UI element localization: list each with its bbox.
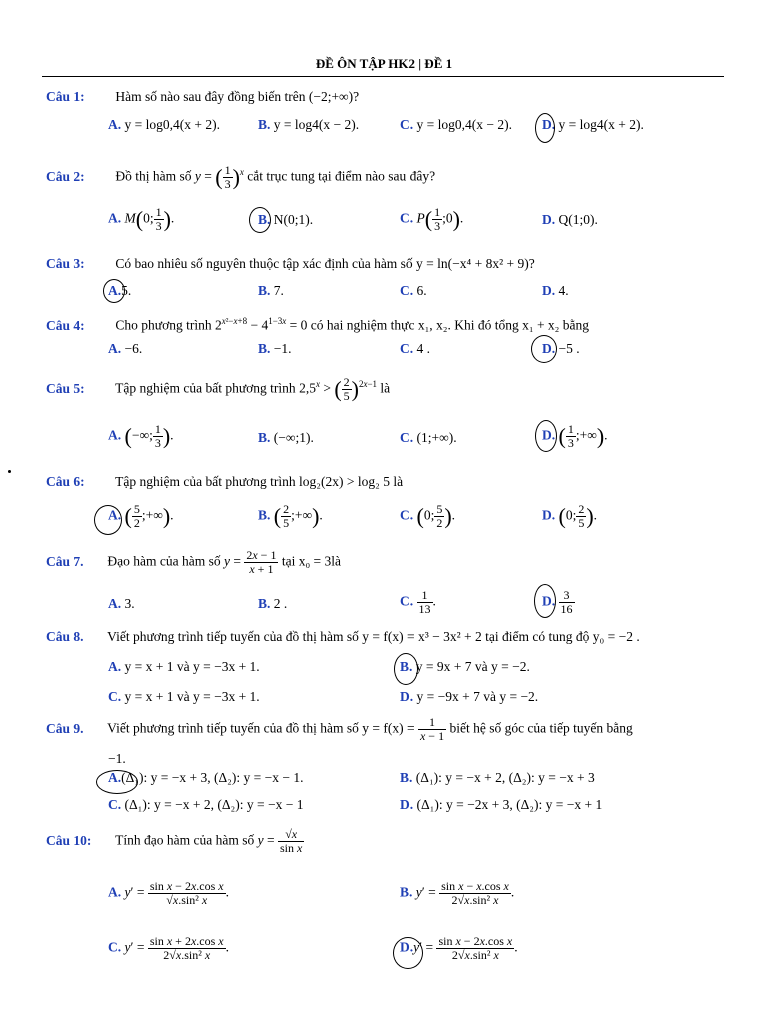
option-a: A. (−∞; $\frac{1}{3}$ ). bbox=[108, 422, 174, 450]
option-a: A. −6. bbox=[108, 341, 143, 356]
option-d: D. (Δ₁): y = −2x + 3, (Δ₂): y = −x + 1 bbox=[400, 797, 603, 812]
option-b: B. y = log4(x − 2). bbox=[258, 117, 360, 132]
option-b: B. −1. bbox=[258, 341, 292, 356]
question-9: Câu 9. Viết phương trình tiếp tuyến của đồ thị hàm số y = f(x) = $\frac{1}{x - 1}$ biết hệ số góc của tiếp tuyến bằng bbox=[46, 715, 633, 743]
option-a: A.(Δ₁): y = −x + 3, (Δ₂): y = −x − 1. bbox=[108, 770, 304, 785]
option-d: D. y = −9x + 7 và y = −2. bbox=[400, 689, 539, 704]
option-b: B. (Δ₁): y = −x + 2, (Δ₂): y = −x + 3 bbox=[400, 770, 595, 785]
option-a: A. 3. bbox=[108, 596, 135, 611]
option-a: A. y = log0,4(x + 2). bbox=[108, 117, 220, 132]
question-9-continuation: −1. bbox=[108, 751, 126, 766]
option-c: C. P( $\frac{1}{3}$ ;0). bbox=[400, 205, 464, 233]
question-7: Câu 7. Đạo hàm của hàm số y = $\frac{2x - 1}{x + 1}$ tại x₀ = 3là bbox=[46, 548, 342, 576]
option-c: C. 4 . bbox=[400, 341, 430, 356]
option-b: B. N(0;1). bbox=[258, 212, 314, 227]
question-5: Câu 5: Tập nghiệm của bất phương trình $2,5^x$ > ( $\frac{2}{5}$ )$^{2x-1}$ là bbox=[46, 375, 391, 403]
option-b: B. y = 9x + 7 và y = −2. bbox=[400, 659, 530, 674]
answer-circle bbox=[531, 335, 557, 363]
question-4: Câu 4: Cho phương trình $2^{x^2-x+8} - 4^{1-3x} = 0$ có hai nghiệm thực x₁, x₂. Khi đó tổng x₁ + x₂ bằng bbox=[46, 316, 590, 333]
option-d: D. y = log4(x + 2). bbox=[542, 117, 644, 132]
option-c: C. y = x + 1 và y = −3x + 1. bbox=[108, 689, 260, 704]
option-b: B. ( $\frac{2}{5}$ ;+∞). bbox=[258, 502, 323, 530]
question-3: Câu 3: Có bao nhiêu số nguyên thuộc tập xác định của hàm số y = ln(−x⁴ + 8x² + 9)? bbox=[46, 256, 535, 271]
option-d: D. 4. bbox=[542, 283, 569, 298]
answer-circle bbox=[534, 584, 556, 618]
answer-circle bbox=[535, 420, 557, 452]
option-d: D. (0; $\frac{2}{5}$ ). bbox=[542, 502, 598, 530]
option-d: D. $\frac{3}{16}$ bbox=[542, 588, 573, 616]
answer-circle bbox=[393, 937, 423, 969]
question-1 bbox=[46, 89, 359, 105]
answer-circle bbox=[94, 505, 122, 535]
question-text: Hàm số nào sau đây đồng biến trên (−2;+∞)? bbox=[115, 89, 360, 104]
page-title: ĐỀ ÔN TẬP HK2 | ĐỀ 1 bbox=[315, 56, 453, 71]
question-2: Câu 2: Đồ thị hàm số y = ( $\frac{1}{3}$ )$^x$ cắt trục tung tại điểm nào sau đây? bbox=[46, 163, 436, 191]
option-b: B. 7. bbox=[258, 283, 284, 298]
option-a: A. ( $\frac{5}{2}$ ;+∞). bbox=[108, 502, 174, 530]
answer-circle bbox=[249, 207, 271, 233]
option-c: C. y = log0,4(x − 2). bbox=[400, 117, 512, 132]
question-label: Câu 1: bbox=[46, 89, 85, 104]
option-c: C. (0; $\frac{5}{2}$ ). bbox=[400, 502, 456, 530]
option-a: A. M(0; $\frac{1}{3}$ ). bbox=[108, 205, 175, 233]
answer-circle bbox=[103, 279, 125, 303]
option-a: A.5. bbox=[108, 283, 132, 298]
option-d: D. −5 . bbox=[542, 341, 580, 356]
option-a: A. y = x + 1 và y = −3x + 1. bbox=[108, 659, 260, 674]
option-b: B. y′ = $\frac{\text{sin x − x.cos x}}{\text{2√x.sin² x}}$ . bbox=[400, 879, 515, 907]
answer-circle bbox=[535, 113, 555, 143]
option-c: C. y′ = $\frac{\text{sin x + 2x.cos x}}{\text{2√x.sin² x}}$ . bbox=[108, 934, 229, 962]
question-10: Câu 10: Tính đạo hàm của hàm số y = $\frac{√x}{\text{sin x}}$ bbox=[46, 827, 303, 855]
question-6: Câu 6: Tập nghiệm của bất phương trình log₂(2x) > log₂ 5 là bbox=[46, 474, 404, 489]
stray-dot bbox=[8, 470, 11, 473]
option-d: D. ( $\frac{1}{3}$ ;+∞). bbox=[542, 422, 608, 450]
option-d: D. Q(1;0). bbox=[542, 212, 598, 227]
option-c: C. $\frac{1}{13}$ . bbox=[400, 588, 436, 616]
option-c: C. (1;+∞). bbox=[400, 430, 457, 445]
question-8: Câu 8. Viết phương trình tiếp tuyến của đồ thị hàm số y = f(x) = x³ − 3x² + 2 tại điểm có tung độ y₀ = −2 . bbox=[46, 629, 640, 644]
option-c: C. (Δ₁): y = −x + 2, (Δ₂): y = −x − 1 bbox=[108, 797, 304, 812]
answer-circle bbox=[394, 653, 418, 685]
title-divider bbox=[42, 76, 724, 77]
option-b: B. 2 . bbox=[258, 596, 288, 611]
option-b: B. (−∞;1). bbox=[258, 430, 314, 445]
option-c: C. 6. bbox=[400, 283, 427, 298]
option-a: A. y′ = $\frac{\text{sin x − 2x.cos x}}{\text{√x.sin² x}}$ . bbox=[108, 879, 229, 907]
option-d: D.y′ = $\frac{\text{sin x − 2x.cos x}}{\text{2√x.sin² x}}$ . bbox=[400, 934, 518, 962]
answer-circle bbox=[96, 770, 138, 794]
